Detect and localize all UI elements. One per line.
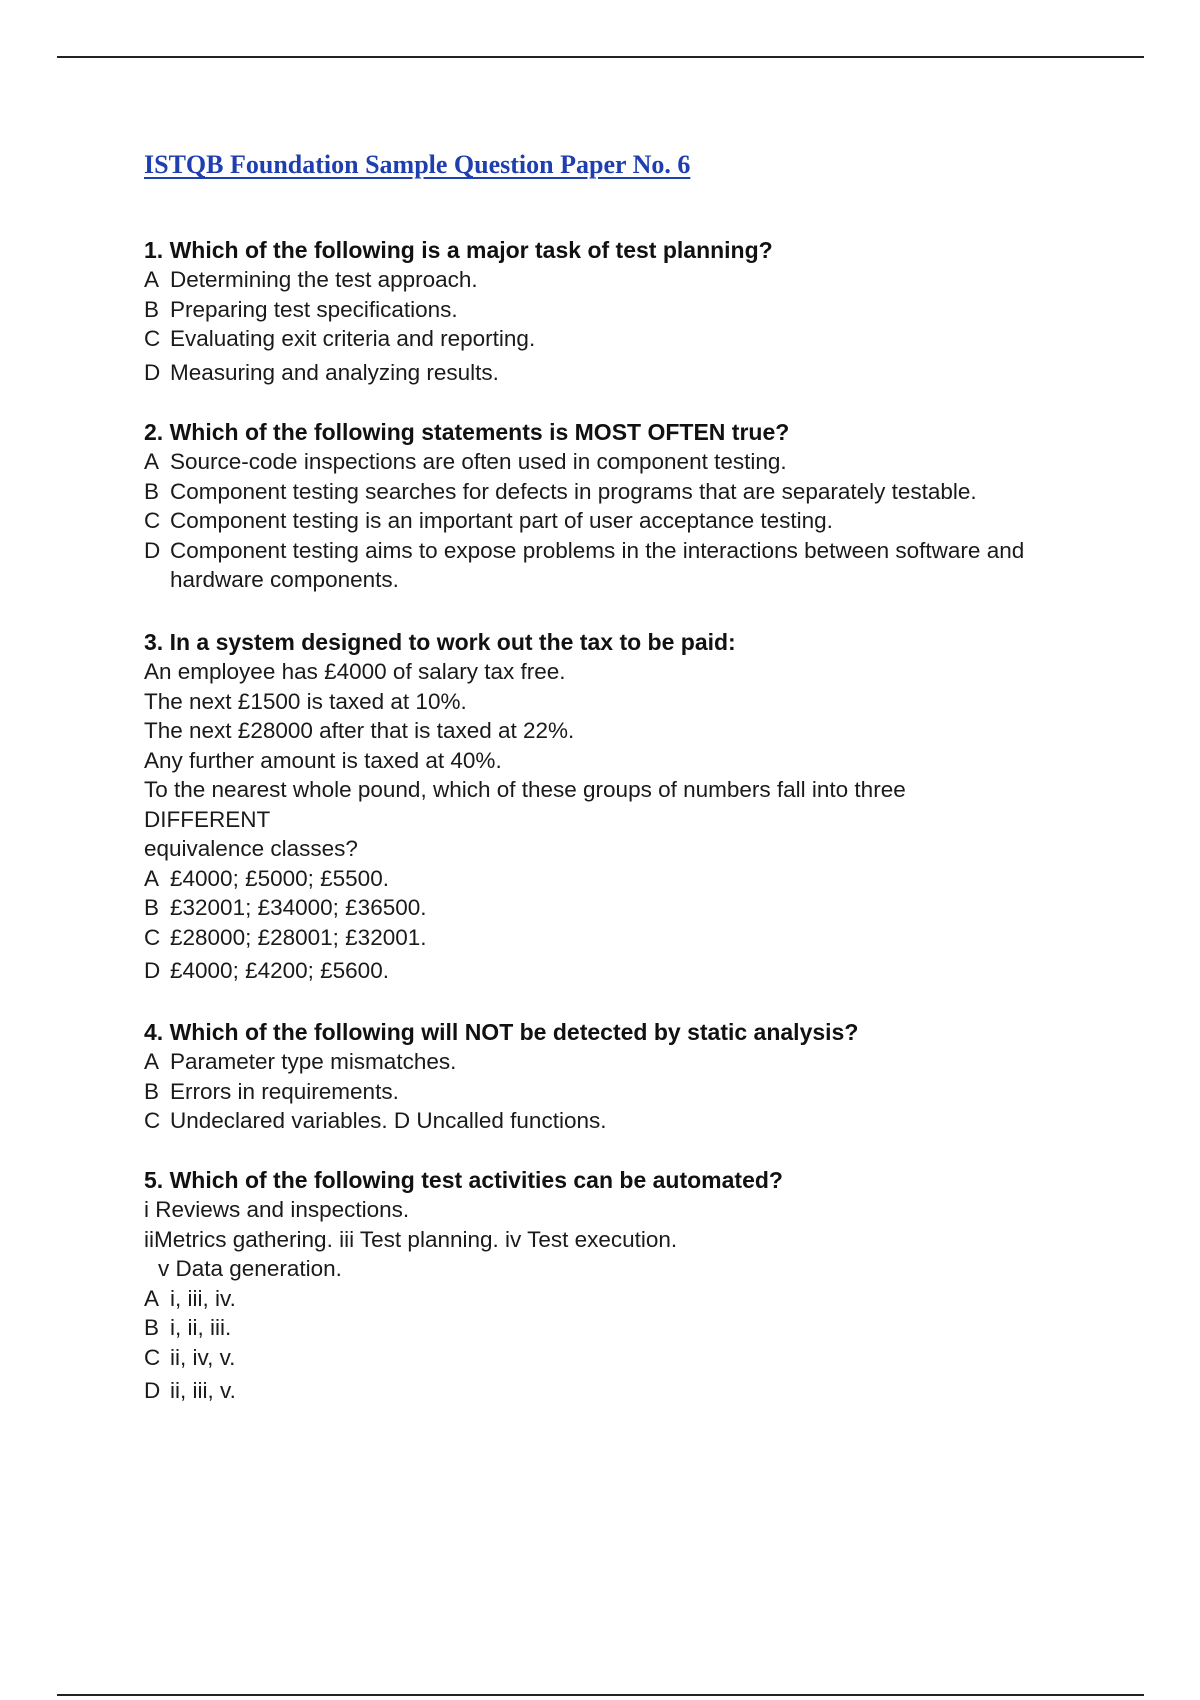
option-d: D £4000; £4200; £5600.	[144, 958, 389, 983]
option-d: D Component testing aims to expose problems in the interactions between software and hardware components.	[144, 537, 1025, 592]
question-4	[144, 1018, 1104, 1136]
option-a: A £4000; £5000; £5500.	[144, 865, 389, 891]
question-heading: 5. Which of the following test activities can be automated?	[144, 1167, 783, 1193]
option-a: A Determining the test approach.	[144, 267, 478, 292]
question-text-line: The next £28000 after that is taxed at 22%.	[144, 718, 575, 743]
option-c: C ii, iv, v.	[144, 1344, 236, 1370]
option-b: B Preparing test specifications.	[144, 296, 458, 322]
question-2	[144, 418, 1104, 595]
question-1	[144, 236, 1104, 387]
option-a: A Parameter type mismatches.	[144, 1049, 457, 1074]
question-heading: 1. Which of the following is a major task of test planning?	[144, 237, 773, 263]
option-a: A i, iii, iv.	[144, 1285, 236, 1311]
question-text-line: equivalence classes?	[144, 836, 358, 861]
question-text-line: Any further amount is taxed at 40%.	[144, 747, 502, 773]
option-c: C Component testing is an important part of user acceptance testing.	[144, 508, 833, 533]
option-c: C Undeclared variables. D Uncalled functions.	[144, 1108, 607, 1133]
option-b: B £32001; £34000; £36500.	[144, 895, 427, 920]
question-text-line: iiMetrics gathering. iii Test planning. iv Test execution.	[144, 1226, 678, 1252]
option-c: C Evaluating exit criteria and reporting.	[144, 326, 536, 351]
question-heading: 3. In a system designed to work out the tax to be paid:	[144, 629, 736, 655]
question-text-line: i Reviews and inspections.	[144, 1197, 410, 1222]
question-heading: 2. Which of the following statements is MOST OFTEN true?	[144, 419, 790, 445]
top-rule	[57, 56, 1144, 58]
option-c: C £28000; £28001; £32001.	[144, 924, 427, 950]
question-text-line: DIFFERENT	[144, 806, 271, 832]
question-text-line: The next £1500 is taxed at 10%.	[144, 688, 467, 714]
question-5	[144, 1166, 1104, 1406]
question-text-line: An employee has £4000 of salary tax free.	[144, 659, 566, 684]
question-text-line: To the nearest whole pound, which of these groups of numbers fall into three	[144, 777, 906, 802]
option-d: D Measuring and analyzing results.	[144, 359, 499, 385]
option-b: B i, ii, iii.	[144, 1315, 232, 1340]
question-text-line: v Data generation.	[158, 1256, 342, 1281]
page-title: ISTQB Foundation Sample Question Paper No. 6	[144, 150, 691, 179]
option-b: B Errors in requirements.	[144, 1078, 399, 1104]
option-a: A Source-code inspections are often used in component testing.	[144, 449, 787, 474]
question-3	[144, 628, 1104, 986]
bottom-rule	[57, 1694, 1144, 1696]
question-heading: 4. Which of the following will NOT be detected by static analysis?	[144, 1019, 859, 1045]
option-d: D ii, iii, v.	[144, 1378, 236, 1403]
option-b: B Component testing searches for defects in programs that are separately testable.	[144, 478, 977, 504]
